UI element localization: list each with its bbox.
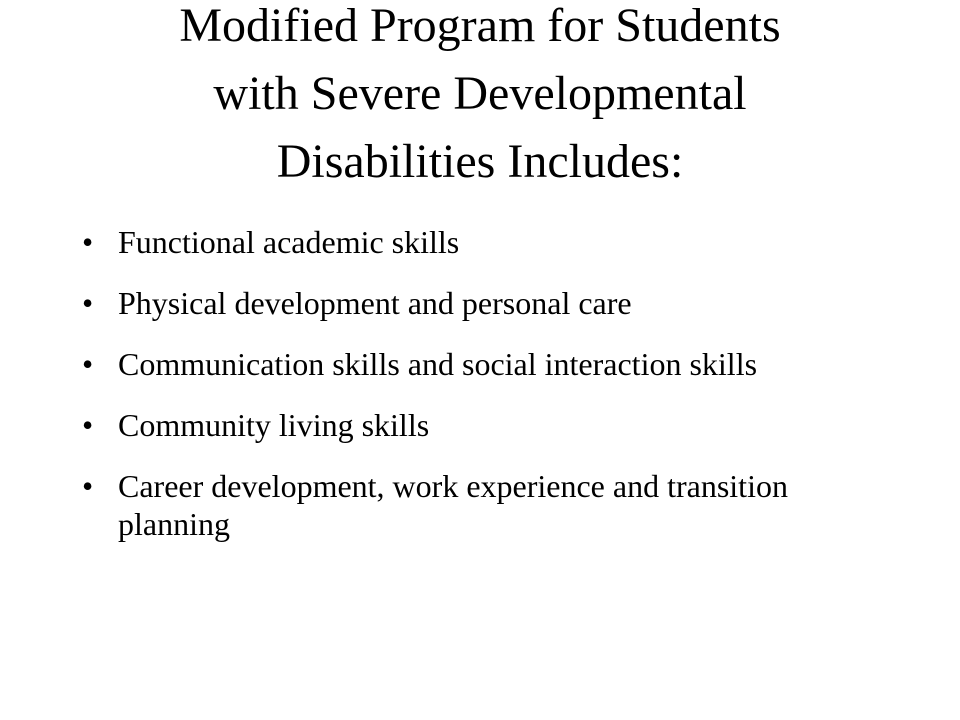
bullet-item-communication (70, 345, 890, 383)
bullet-icon: • (82, 468, 94, 504)
bullet-icon: • (82, 407, 94, 443)
bullet-icon: • (82, 285, 94, 321)
title-line-3: Disabilities Includes: (276, 135, 684, 188)
slide-title (40, 0, 920, 204)
bullet-text: Functional academic skills (118, 224, 460, 260)
bullet-item-functional-academic (70, 223, 890, 261)
bullet-icon: • (82, 224, 94, 260)
bullet-list (70, 223, 890, 543)
bullet-text: Community living skills (118, 407, 430, 443)
bullet-icon: • (82, 346, 94, 382)
bullet-text: Communication skills and social interaction skills (118, 346, 758, 382)
bullet-item-career-development (70, 467, 890, 543)
bullet-item-physical-development (70, 284, 890, 322)
bullet-text: Career development, work experience and transition planning (118, 468, 788, 542)
bullet-item-community-living (70, 406, 890, 444)
bullet-text: Physical development and personal care (118, 285, 632, 321)
title-line-2: with Severe Developmental (213, 67, 747, 120)
title-line-1: Modified Program for Students (179, 0, 781, 52)
